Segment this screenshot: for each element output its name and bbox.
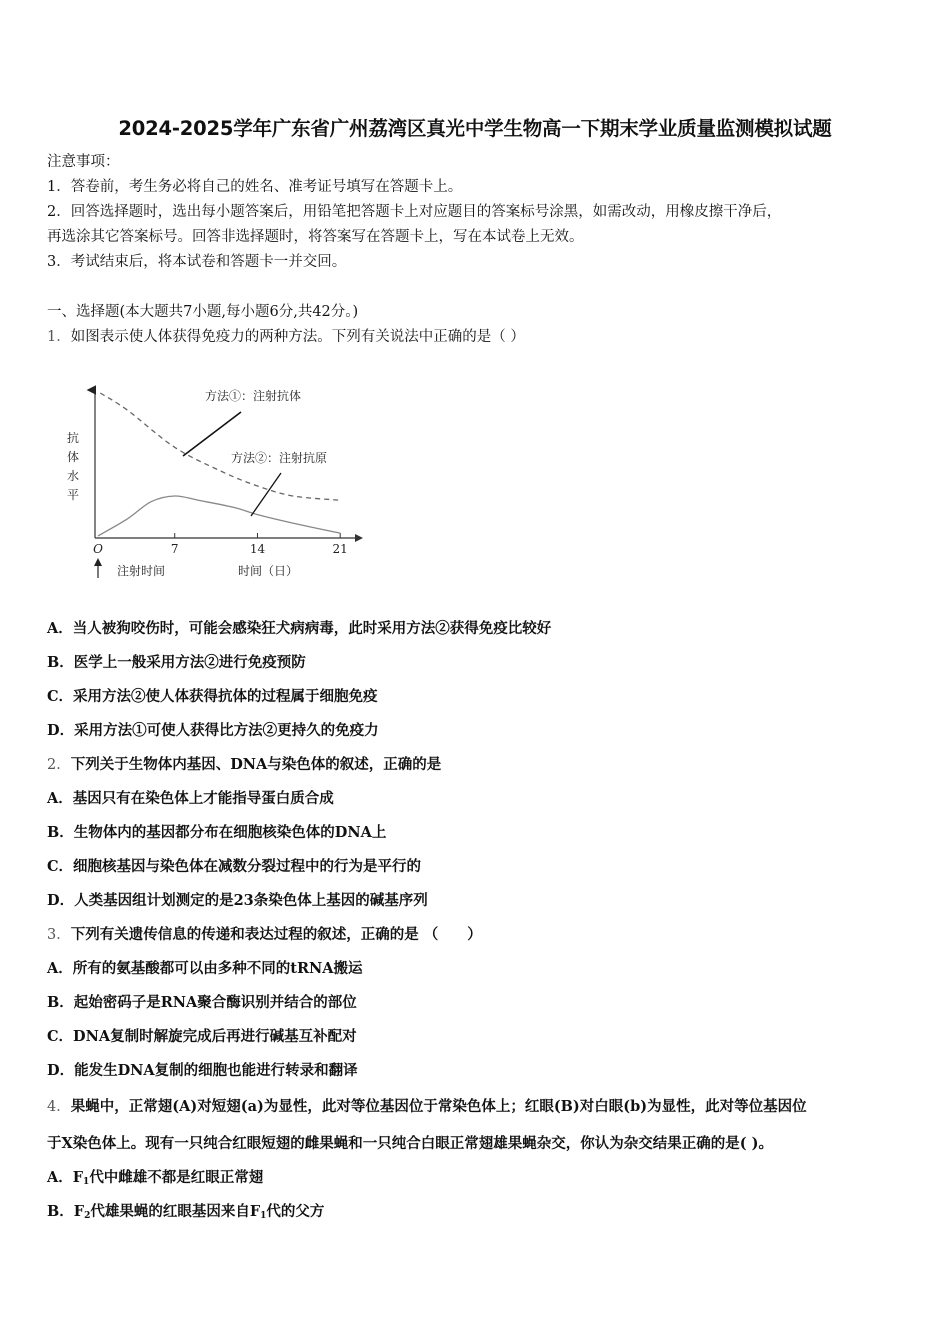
question-number: 1． [47, 329, 71, 345]
question-text: 下列关于生物体内基因、DNA与染色体的叙述，正确的是 [70, 756, 442, 773]
q4-option-a [47, 1168, 907, 1192]
question-text: 下列有关遗传信息的传递和表达过程的叙述，正确的是 （ ） [70, 926, 482, 943]
question-2-stem [47, 755, 907, 775]
antibody-chart [55, 378, 375, 588]
x-axis-label: 时间（日） [238, 564, 299, 578]
notice-heading: 注意事项： [47, 154, 120, 170]
notice-item: 再选涂其它答案标号。回答非选择题时，将答案写在答题卡上，写在本试卷上无效。 [47, 229, 584, 245]
y-axis-label-char: 体 [66, 450, 80, 464]
q2-option-a: A．基因只有在染色体上才能指导蛋白质合成 [47, 790, 334, 807]
y-axis-label-char: 水 [66, 469, 80, 483]
q3-option-d: D．能发生DNA复制的细胞也能进行转录和翻译 [47, 1062, 358, 1079]
q3-option-a: A．所有的氨基酸都可以由多种不同的tRNA搬运 [47, 960, 363, 977]
subscript: 2 [84, 1211, 91, 1221]
legend-method-2-pointer [251, 473, 281, 516]
notice-item: 3．考试结束后，将本试卷和答题卡一并交回。 [47, 254, 347, 270]
x-axis-arrow [355, 534, 363, 542]
series-method-2-line [98, 496, 340, 536]
injection-arrow-icon [94, 558, 102, 566]
y-axis-label-char: 平 [66, 488, 80, 502]
legend-method-1-pointer [183, 412, 241, 456]
x-tick-label: 7 [170, 542, 179, 556]
notice-item: 1．答卷前，考生务必将自己的姓名、准考证号填写在答题卡上。 [47, 179, 463, 195]
q2-option-b: B．生物体内的基因都分布在细胞核染色体的DNA上 [47, 824, 387, 841]
option-text: 代中雌雄不都是红眼正常翅 [89, 1169, 264, 1186]
legend-method-1: 方法①：注射抗体 [205, 389, 302, 403]
x-tick-label: O [93, 542, 103, 556]
antibody-chart-svg [55, 378, 375, 588]
question-1-stem [47, 327, 907, 347]
question-3-stem [47, 925, 907, 945]
question-number: 4． [47, 1099, 71, 1115]
legend-method-2: 方法②：注射抗原 [231, 451, 328, 465]
page-title: 2024-2025学年广东省广州荔湾区真光中学生物高一下期末学业质量监测模拟试题 [118, 117, 832, 140]
y-axis-label-char: 抗 [66, 431, 80, 445]
question-text: 如图表示使人体获得免疫力的两种方法。下列有关说法中正确的是（ ） [70, 329, 525, 345]
subscript: 1 [260, 1211, 267, 1221]
question-4-stem-cont: 于X染色体上。现有一只纯合红眼短翅的雌果蝇和一只纯合白眼正常翅雄果蝇杂交，你认为杂交结果正确的是( )。 [47, 1135, 774, 1152]
question-4-stem [47, 1097, 907, 1117]
q1-option-c: C．采用方法②使人体获得抗体的过程属于细胞免疫 [47, 688, 378, 705]
option-text: B．F [47, 1203, 85, 1220]
option-text: 代雄果蝇的红眼基因来自F [90, 1203, 261, 1220]
option-text: 代的父方 [266, 1203, 325, 1220]
q1-option-d: D．采用方法①可使人获得比方法②更持久的免疫力 [47, 722, 379, 739]
question-text: 果蝇中，正常翅(A)对短翅(a)为显性，此对等位基因位于常染色体上；红眼(B)对白眼(b)为显性，此对等位基因位 [70, 1098, 807, 1115]
q1-option-a: A．当人被狗咬伤时，可能会感染狂犬病病毒，此时采用方法②获得免疫比较好 [47, 620, 552, 637]
q2-option-d: D．人类基因组计划测定的是23条染色体上基因的碱基序列 [47, 892, 428, 909]
q3-option-c: C．DNA复制时解旋完成后再进行碱基互补配对 [47, 1028, 357, 1045]
q1-option-b: B．医学上一般采用方法②进行免疫预防 [47, 654, 306, 671]
y-axis-label [67, 430, 79, 502]
question-number: 2． [47, 757, 71, 773]
q4-option-b [47, 1202, 907, 1226]
option-text: A．F [47, 1169, 84, 1186]
notice-item: 2．回答选择题时，选出每小题答案后，用铅笔把答题卡上对应题目的答案标号涂黑，如需改动，用橡皮擦干净后， [47, 204, 782, 220]
q3-option-b: B．起始密码子是RNA聚合酶识别并结合的部位 [47, 994, 357, 1011]
subscript: 1 [83, 1177, 90, 1187]
series-method-1-line [100, 393, 340, 500]
q2-option-c: C．细胞核基因与染色体在减数分裂过程中的行为是平行的 [47, 858, 422, 875]
section-heading: 一、选择题(本大题共7小题,每小题6分,共42分。) [47, 304, 359, 320]
question-number: 3． [47, 927, 71, 943]
x-tick-label: 21 [332, 542, 348, 556]
x-tick-label: 14 [249, 542, 266, 556]
injection-time-label: 注射时间 [117, 564, 166, 578]
